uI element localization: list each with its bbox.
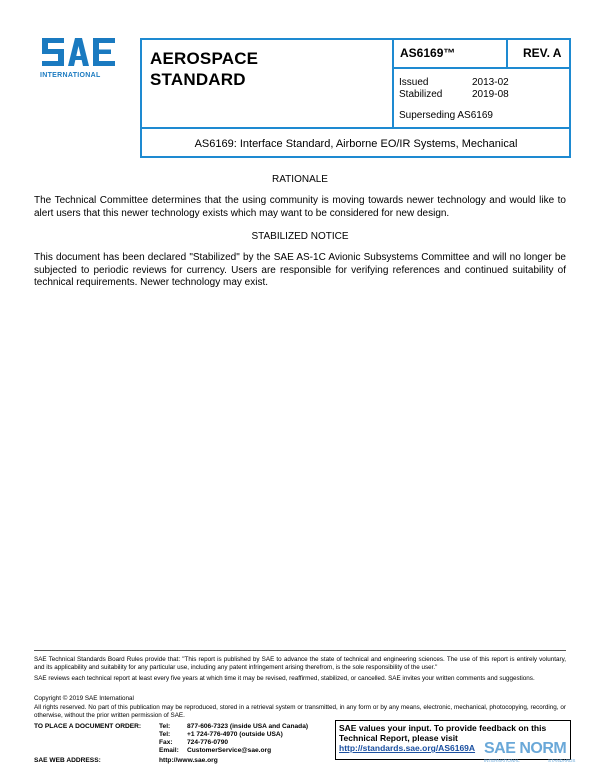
tel-label: Tel: (159, 731, 171, 738)
feedback-line: SAE values your input. To provide feedback on this (339, 723, 547, 733)
footer-divider (34, 650, 566, 651)
tel-label: Tel: (159, 723, 171, 730)
web-address[interactable]: http://www.sae.org (159, 757, 218, 764)
feedback-link[interactable]: http://standards.sae.org/AS6169A (339, 743, 476, 753)
superseding-note: Superseding AS6169 (399, 110, 493, 121)
fax-label: Fax: (159, 739, 173, 746)
stabilized-label: Stabilized (399, 89, 443, 100)
fax-number: 724-776-0790 (187, 739, 229, 746)
email-label: Email: (159, 747, 179, 754)
document-number: AS6169™ (400, 46, 456, 60)
issued-label: Issued (399, 77, 429, 88)
document-subject: AS6169: Interface Standard, Airborne EO/IR Systems, Mechanical (194, 138, 518, 150)
order-label: TO PLACE A DOCUMENT ORDER: (34, 723, 142, 730)
document-type-title: AEROSPACE STANDARD (150, 49, 259, 89)
rationale-text: The Technical Committee determines that the using community is moving towards newer technology and would like to alert users that this newer technology exists which may want to be considered for new design. (34, 195, 566, 219)
stabilized-date: 2019-08 (472, 89, 509, 100)
logo-org-text: INTERNATIONAL (40, 72, 101, 79)
header-divider (392, 67, 571, 69)
watermark-logo: SAE NORM (484, 740, 567, 757)
tel-outside: +1 724-776-4970 (outside USA) (187, 731, 283, 738)
web-label: SAE WEB ADDRESS: (34, 757, 101, 764)
feedback-line: Technical Report, please visit (339, 733, 458, 743)
stabilized-notice-heading: STABILIZED NOTICE (251, 231, 349, 242)
email-address[interactable]: CustomerService@sae.org (187, 747, 272, 754)
watermark-subtext: STANDARDS (548, 758, 576, 763)
header-divider (392, 38, 394, 128)
issued-date: 2013-02 (472, 77, 509, 88)
revision-label: REV. A (523, 46, 562, 60)
tel-inside: 877-606-7323 (inside USA and Canada) (187, 723, 309, 730)
header-divider (140, 127, 571, 129)
copyright-text: Copyright © 2019 SAE International (34, 695, 134, 702)
review-text: SAE reviews each technical report at least every five years at which time it may be revised, reaffirmed, stabilized, or cancelled. SAE invites your written comments and suggestions. (34, 675, 535, 682)
rights-text: All rights reserved. No part of this publication may be reproduced, stored in a retrieval system or transmitted, in any form or by any means, electronic, mechanical, photocopying, recording, or otherwise, without the prior written permission of SAE. (34, 704, 566, 719)
watermark-subtext: INTERNATIONAL (484, 758, 520, 763)
rationale-heading: RATIONALE (272, 174, 328, 185)
stabilized-notice-text: This document has been declared "Stabilized" by the SAE AS-1C Avionic Subsystems Committee and will no longer be subjected to periodic reviews for currency. Users are responsible for verifying references and continued suitability of technical requirements. Newer technology may exist. (34, 252, 566, 288)
header-divider (506, 38, 508, 69)
policy-text: SAE Technical Standards Board Rules provide that: "This report is published by SAE to advance the state of technical and engineering sciences. The use of this report is entirely voluntary, and its applicability and suitability for any particular use, including any patent infringement arising therefrom, is the sole responsibility of the user." (34, 656, 566, 671)
